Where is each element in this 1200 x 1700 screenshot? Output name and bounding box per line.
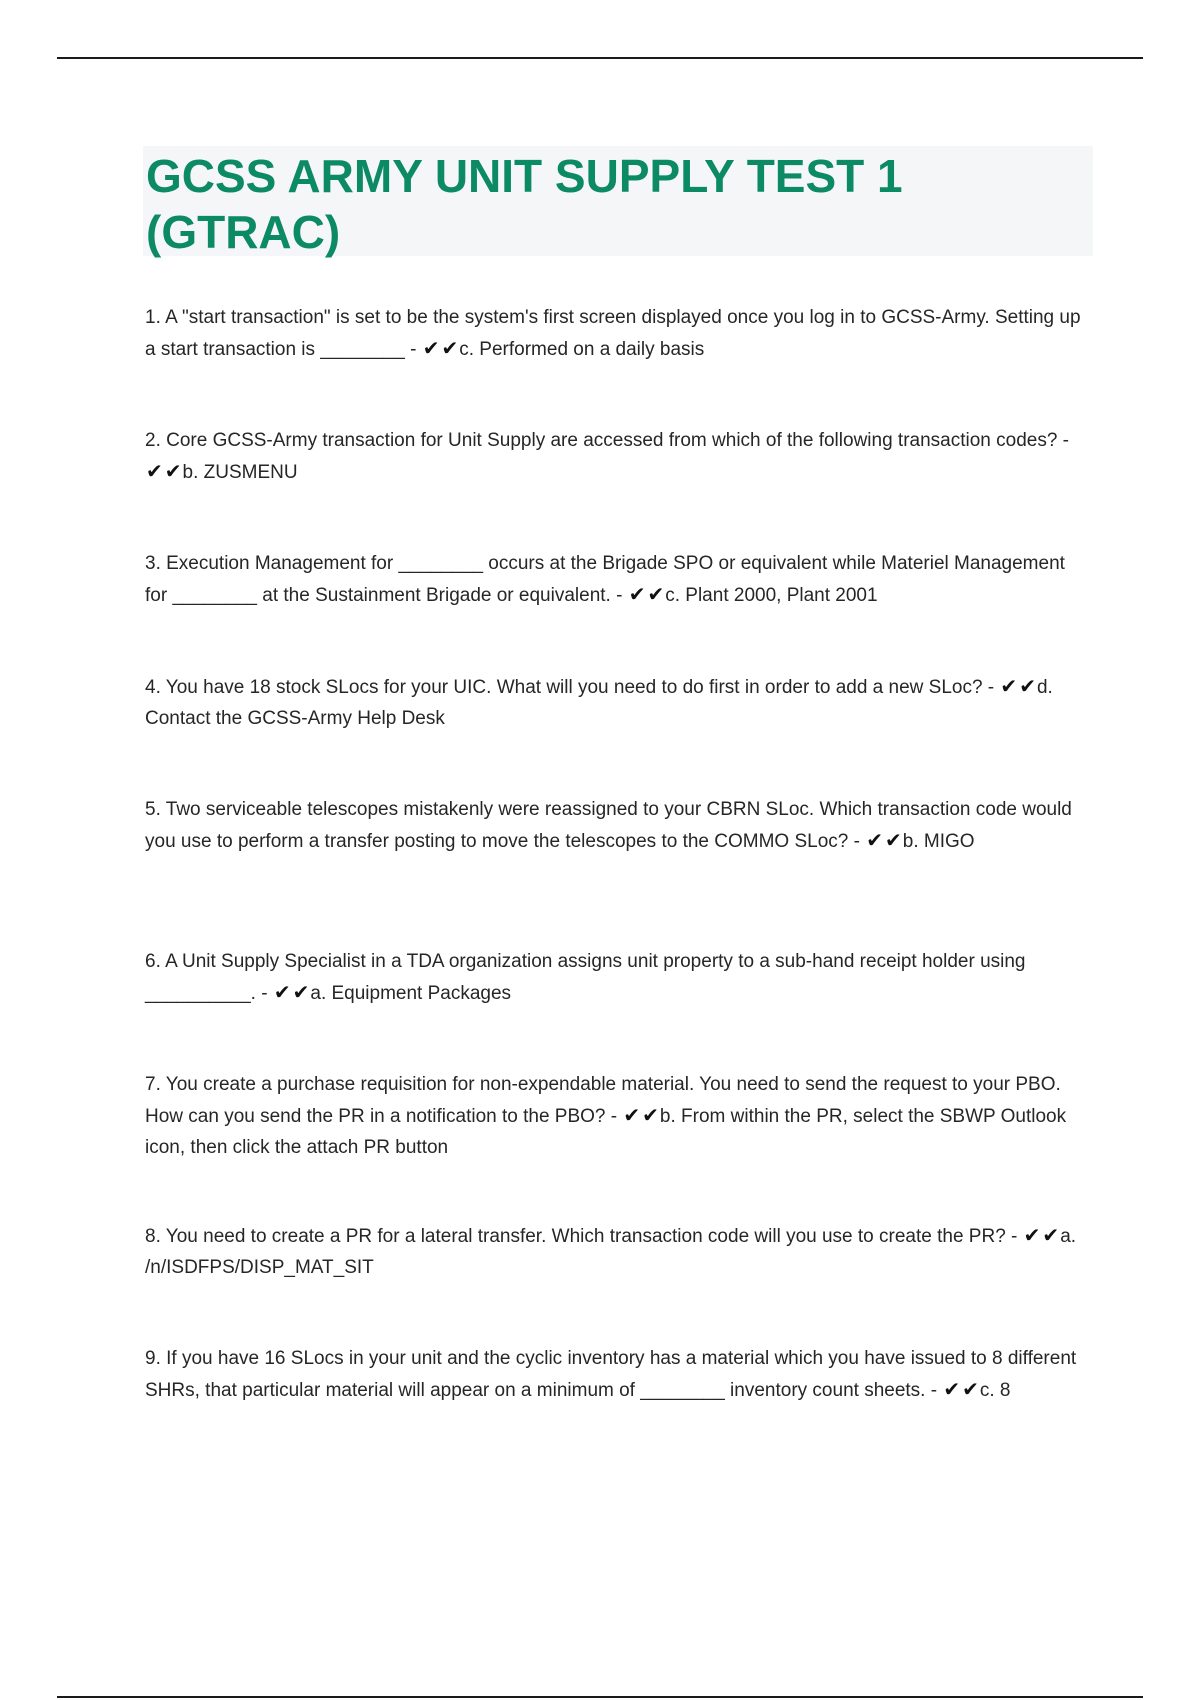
question-text: 5. Two serviceable telescopes mistakenly were reassigned to your CBRN SLoc. Which transaction code would you use to perform a transfer posting to move the telescopes to the COMMO SLoc? - [145, 799, 1072, 852]
check-icon: ✔ [441, 336, 459, 360]
check-icon: ✔ [1023, 1223, 1041, 1247]
question-text: 8. You need to create a PR for a lateral transfer. Which transaction code will you use to create the PR? - [145, 1226, 1018, 1247]
question-3 [145, 548, 1090, 611]
answer-text: b. MIGO [902, 831, 975, 852]
question-text: 2. Core GCSS-Army transaction for Unit Supply are accessed from which of the following transaction codes? - [145, 430, 1070, 451]
question-text: 3. Execution Management for ________ occurs at the Brigade SPO or equivalent while Materiel Management for ________ at the Sustainment Brigade or equivalent. - [145, 553, 1065, 606]
answer-text: c. Performed on a daily basis [459, 339, 705, 360]
bottom-rule [57, 1696, 1143, 1698]
answer-text: c. 8 [979, 1380, 1011, 1401]
check-icon: ✔ [164, 459, 182, 483]
check-icon: ✔ [146, 459, 163, 483]
answer-text: a. /n/ISDFPS/DISP_MAT_SIT [145, 1226, 1077, 1278]
question-2 [145, 425, 1090, 488]
check-icon: ✔ [647, 582, 665, 606]
question-text: 1. A "start transaction" is set to be the system's first screen displayed once you log in to GCSS-Army. Setting up a start transaction is ________ - [145, 307, 1081, 360]
answer-text: c. Plant 2000, Plant 2001 [665, 585, 878, 606]
top-rule [57, 57, 1143, 59]
check-icon: ✔ [623, 1103, 641, 1127]
check-icon: ✔ [628, 582, 646, 606]
check-icon: ✔ [1019, 674, 1036, 698]
check-icon: ✔ [1042, 1223, 1060, 1247]
question-8 [145, 1220, 1090, 1283]
question-7 [145, 1069, 1090, 1163]
check-icon: ✔ [1000, 674, 1018, 698]
question-6 [145, 946, 1090, 1009]
question-4 [145, 671, 1090, 734]
question-text: 7. You create a purchase requisition for non-expendable material. You need to send the request to your PBO. How can you send the PR in a notification to the PBO? - [145, 1074, 1061, 1127]
check-icon: ✔ [885, 828, 902, 852]
check-icon: ✔ [642, 1103, 659, 1127]
question-text: 4. You have 18 stock SLocs for your UIC. What will you need to do first in order to add a new SLoc? - [145, 677, 995, 698]
question-text: 6. A Unit Supply Specialist in a TDA organization assigns unit property to a sub-hand receipt holder using __________. - [145, 951, 1026, 1004]
check-icon: ✔ [962, 1377, 979, 1401]
question-text: 9. If you have 16 SLocs in your unit and the cyclic inventory has a material which you have issued to 8 different SHRs, that particular material will appear on a minimum of ________ inventory count sheets. - [145, 1348, 1077, 1401]
answer-text: a. Equipment Packages [310, 983, 512, 1004]
answer-text: d. Contact the GCSS-Army Help Desk [145, 677, 1053, 729]
check-icon: ✔ [943, 1377, 961, 1401]
check-icon: ✔ [422, 336, 440, 360]
question-1 [145, 302, 1090, 365]
answer-text: b. ZUSMENU [182, 462, 298, 483]
question-5 [145, 794, 1090, 857]
document-title: GCSS ARMY UNIT SUPPLY TEST 1 (GTRAC) [146, 150, 903, 258]
check-icon: ✔ [273, 980, 291, 1004]
check-icon: ✔ [866, 828, 883, 852]
question-9 [145, 1343, 1090, 1406]
answer-text: b. From within the PR, select the SBWP Outlook icon, then click the attach PR button [145, 1106, 1067, 1158]
check-icon: ✔ [292, 980, 310, 1004]
